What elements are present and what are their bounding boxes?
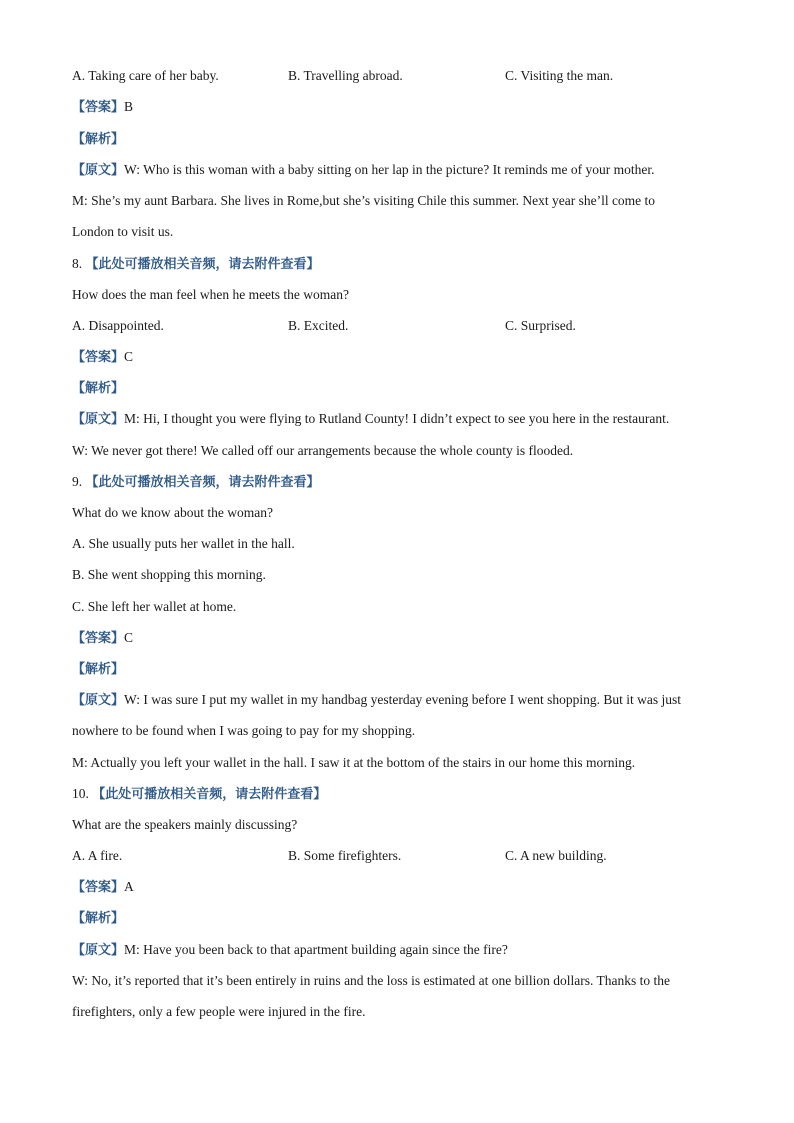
q7-option-b: B. Travelling abroad. [288, 68, 403, 83]
q8-question: How does the man feel when he meets the woman? [72, 287, 350, 302]
analysis-label: 【解析】 [72, 381, 125, 396]
q9-question: What do we know about the woman? [72, 505, 273, 520]
q8-option-c: C. Surprised. [505, 318, 576, 333]
q9-transcript-line-3: M: Actually you left your wallet in the hall. I saw it at the bottom of the stairs in our home this morning. [72, 755, 636, 770]
q8-answer-value: C [124, 349, 134, 364]
q8-transcript-line-2: W: We never got there! We called off our arrangements because the whole county is flooded. [72, 443, 574, 458]
original-label: 【原文】 [72, 412, 125, 427]
answer-label: 【答案】 [72, 100, 125, 115]
q9-analysis [72, 660, 124, 679]
q9-transcript-line-2: nowhere to be found when I was going to pay for my shopping. [72, 723, 416, 738]
original-label: 【原文】 [72, 693, 125, 708]
q8-transcript-text-1: M: Hi, I thought you were flying to Rutland County! I didn’t expect to see you here in the restaurant. [124, 411, 670, 426]
q8-number: 8. [72, 256, 83, 271]
q8-analysis [72, 379, 124, 398]
q10-question: What are the speakers mainly discussing? [72, 817, 298, 832]
q9-option-c: C. She left her wallet at home. [72, 599, 237, 614]
q10-analysis [72, 909, 124, 928]
q7-option-a: A. Taking care of her baby. [72, 68, 219, 83]
q8-transcript-line-1 [72, 410, 669, 429]
q10-transcript-line-3: firefighters, only a few people were injured in the fire. [72, 1004, 366, 1019]
q9-option-a: A. She usually puts her wallet in the hall. [72, 536, 295, 551]
original-label: 【原文】 [72, 943, 125, 958]
q10-number: 10. [72, 786, 89, 801]
q10-transcript-text-1: M: Have you been back to that apartment building again since the fire? [124, 942, 508, 957]
q7-option-c: C. Visiting the man. [505, 68, 614, 83]
q9-audio-note: 【此处可播放相关音频，请去附件查看】 [85, 475, 320, 490]
q7-analysis [72, 130, 124, 149]
q9-answer-value: C [124, 630, 134, 645]
q7-answer [72, 98, 133, 117]
q10-audio-note: 【此处可播放相关音频，请去附件查看】 [92, 787, 327, 802]
q9-option-b: B. She went shopping this morning. [72, 567, 266, 582]
q7-transcript-text-1: W: Who is this woman with a baby sitting on her lap in the picture? It reminds me of your mother. [124, 162, 655, 177]
q7-transcript-line-3: London to visit us. [72, 224, 174, 239]
q8-option-a: A. Disappointed. [72, 318, 164, 333]
q10-header [72, 785, 326, 804]
q8-answer [72, 348, 133, 367]
q10-transcript-line-2: W: No, it’s reported that it’s been entirely in ruins and the loss is estimated at one billion dollars. Thanks to the [72, 973, 671, 988]
q8-option-b: B. Excited. [288, 318, 349, 333]
q7-answer-value: B [124, 99, 134, 114]
original-label: 【原文】 [72, 163, 125, 178]
q10-option-b: B. Some firefighters. [288, 848, 402, 863]
q8-audio-note: 【此处可播放相关音频，请去附件查看】 [85, 257, 320, 272]
q9-transcript-line-1 [72, 691, 681, 710]
q10-answer [72, 878, 134, 897]
q9-number: 9. [72, 474, 83, 489]
answer-label: 【答案】 [72, 880, 125, 895]
q10-option-a: A. A fire. [72, 848, 123, 863]
q9-transcript-text-1: W: I was sure I put my wallet in my handbag yesterday evening before I went shopping. But it was just [124, 692, 682, 707]
analysis-label: 【解析】 [72, 662, 125, 677]
answer-label: 【答案】 [72, 350, 125, 365]
q9-answer [72, 629, 133, 648]
q10-answer-value: A [124, 879, 134, 894]
analysis-label: 【解析】 [72, 911, 125, 926]
answer-label: 【答案】 [72, 631, 125, 646]
q10-transcript-line-1 [72, 941, 508, 960]
q8-header [72, 255, 320, 274]
analysis-label: 【解析】 [72, 132, 125, 147]
q7-transcript-line-2: M: She’s my aunt Barbara. She lives in Rome,but she’s visiting Chile this summer. Next year she’ll come to [72, 193, 656, 208]
q7-transcript-line-1 [72, 161, 655, 180]
q9-header [72, 473, 320, 492]
q10-option-c: C. A new building. [505, 848, 607, 863]
